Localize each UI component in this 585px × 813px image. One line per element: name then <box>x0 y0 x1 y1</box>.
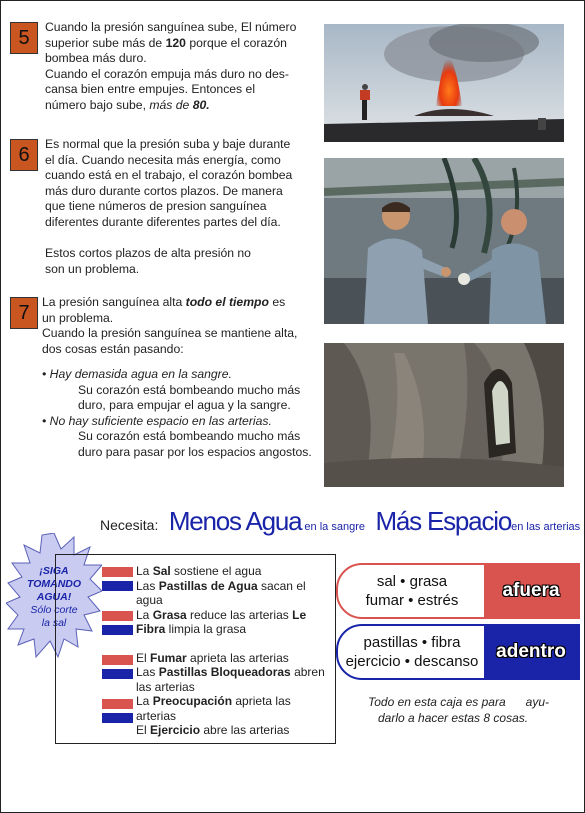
s6-line: son un problema. <box>45 261 140 276</box>
text: sacan el <box>257 578 306 593</box>
volcano-photo <box>324 24 564 142</box>
note-line: darlo a hacer estas 8 cosas. <box>378 711 529 725</box>
text: La <box>136 607 153 622</box>
text: sostiene el agua <box>170 564 262 578</box>
text: abren <box>290 665 325 679</box>
text: reduce las arterias <box>186 607 293 622</box>
red-bar <box>102 567 133 577</box>
out-box <box>336 563 580 619</box>
factor-exercise <box>136 723 332 738</box>
section-number-5: 5 <box>10 22 38 54</box>
factor-fiber <box>136 622 332 637</box>
more-space-heading: Más Espacio <box>375 506 512 536</box>
badge-line: AGUA! <box>36 591 72 603</box>
factor-keyword: Pastillas Bloqueadoras <box>158 665 291 679</box>
factor-fat <box>136 608 332 623</box>
s5-line: Cuando el corazón empuja más duro no des- <box>45 66 289 81</box>
section-7-text <box>42 295 322 460</box>
less-water-heading: Menos Agua <box>168 506 302 536</box>
bullet-space: • No hay suficiente espacio en las arterias. <box>42 413 272 428</box>
red-bar <box>102 699 133 709</box>
factor-continuation: agua <box>136 593 163 607</box>
text: aprieta las arterias <box>136 694 291 723</box>
factor-keyword: Preocupación <box>152 694 233 708</box>
factor-water-pills <box>136 579 332 594</box>
value-120: 120 <box>165 35 186 50</box>
s6-line: más duro durante cortos plazos. De manera <box>45 183 283 198</box>
in-line: pastillas • fibra <box>363 634 461 651</box>
s6-line: Es normal que la presión suba y baje durante <box>45 137 291 151</box>
red-bar <box>102 611 133 621</box>
s5-line: cansa bien entre empujes. Entonces el <box>45 82 256 96</box>
text: aprieta las arterias <box>186 650 289 665</box>
blue-bar <box>102 625 133 635</box>
emphasis: todo el tiempo <box>185 295 269 309</box>
text: La presión sanguínea alta <box>42 295 186 309</box>
text: abre las arterias <box>200 723 290 737</box>
in-box <box>336 624 580 680</box>
factors-list <box>136 564 332 738</box>
factor-blocker-pills <box>136 665 332 680</box>
s6-line: diferentes durante diferentes partes del día. <box>45 214 281 229</box>
factor-keyword: Ejercicio <box>150 723 201 737</box>
s6-line: que tiene números de presion sanguínea <box>45 199 267 213</box>
text: Las <box>136 665 159 679</box>
in-line: ejercicio • descanso <box>345 653 479 670</box>
s6-line: el día. Cuando necesita más energía, como <box>45 152 281 167</box>
out-items <box>338 565 486 617</box>
s7-line: Cuando la presión sanguínea se mantiene alta, <box>42 326 298 340</box>
factor-keyword: Grasa <box>152 607 187 622</box>
section-5-text <box>45 20 315 113</box>
bullet-detail: duro, para empujar el agua y la sangre. <box>78 398 291 412</box>
rock-tunnel-photo <box>324 343 564 487</box>
note-line: Todo en esta caja es para ayu- <box>368 695 550 709</box>
spacer <box>136 637 332 651</box>
box-note <box>368 694 549 726</box>
s5-line <box>45 98 315 114</box>
s6-line: Estos cortos plazos de alta presión no <box>45 246 251 260</box>
factor-worry <box>136 694 332 723</box>
factor-keyword: Pastillas de Agua <box>158 578 258 593</box>
needs-headline <box>100 506 580 537</box>
blue-bar <box>102 669 133 679</box>
badge-line: ¡SIGA <box>39 565 69 577</box>
text: número bajo sube, <box>45 97 150 112</box>
s7-line: dos cosas están pasando: <box>42 341 184 356</box>
s5-line <box>45 36 315 52</box>
badge-line: TOMANDO <box>26 578 82 590</box>
text: porque el corazón <box>185 35 287 50</box>
factor-smoking <box>136 651 332 666</box>
text: El <box>136 650 151 665</box>
badge-line: Sólo corte <box>30 604 78 616</box>
s6-line: cuando está en el trabajo, el corazón bombea <box>45 168 293 182</box>
s7-line: un problema. <box>42 310 114 325</box>
factor-salt <box>136 564 332 579</box>
needs-label: Necesita: <box>100 517 159 533</box>
text: más de <box>149 97 193 112</box>
s5-line: Cuando la presión sanguínea sube, El número <box>45 20 297 34</box>
bullet-detail: duro para pasar por los espacios angostos. <box>78 444 312 459</box>
factor-keyword: Fibra <box>136 622 166 636</box>
factor-keyword: Fumar <box>150 650 187 665</box>
section-number-6: 6 <box>10 139 38 171</box>
less-water-sub: en la sangre <box>301 521 365 533</box>
text: Las <box>136 578 159 593</box>
in-tag: adentro <box>484 626 578 678</box>
blue-bar <box>102 581 133 591</box>
s5-line: bombea más duro. <box>45 51 147 65</box>
text: superior sube más de <box>45 35 166 50</box>
bullet-water: • Hay demasida agua en la sangre. <box>42 367 232 381</box>
bullet-detail: Su corazón está bombeando mucho más <box>78 429 301 443</box>
s7-line <box>42 295 322 311</box>
factor-keyword: Le <box>292 607 307 622</box>
blue-bar <box>102 713 133 723</box>
section-number-7: 7 <box>10 297 38 329</box>
text: limpia la grasa <box>165 622 247 636</box>
text: es <box>268 295 286 309</box>
factor-keyword: Sal <box>152 564 171 578</box>
text: El <box>136 723 151 737</box>
out-line: fumar • estrés <box>365 592 459 609</box>
red-bar <box>102 655 133 665</box>
out-line: sal • grasa <box>376 573 448 590</box>
more-space-sub: en las arterias <box>511 521 581 533</box>
in-items <box>338 626 486 678</box>
badge-line: la sal <box>41 617 67 629</box>
text: La <box>136 564 153 578</box>
workers-photo <box>324 158 564 324</box>
value-80: 80. <box>192 97 210 112</box>
factor-continuation: las arterias <box>136 679 195 694</box>
text: La <box>136 694 153 708</box>
section-6-text <box>45 137 320 277</box>
bullet-detail: Su corazón está bombeando mucho más <box>78 382 301 397</box>
out-tag: afuera <box>484 565 578 617</box>
